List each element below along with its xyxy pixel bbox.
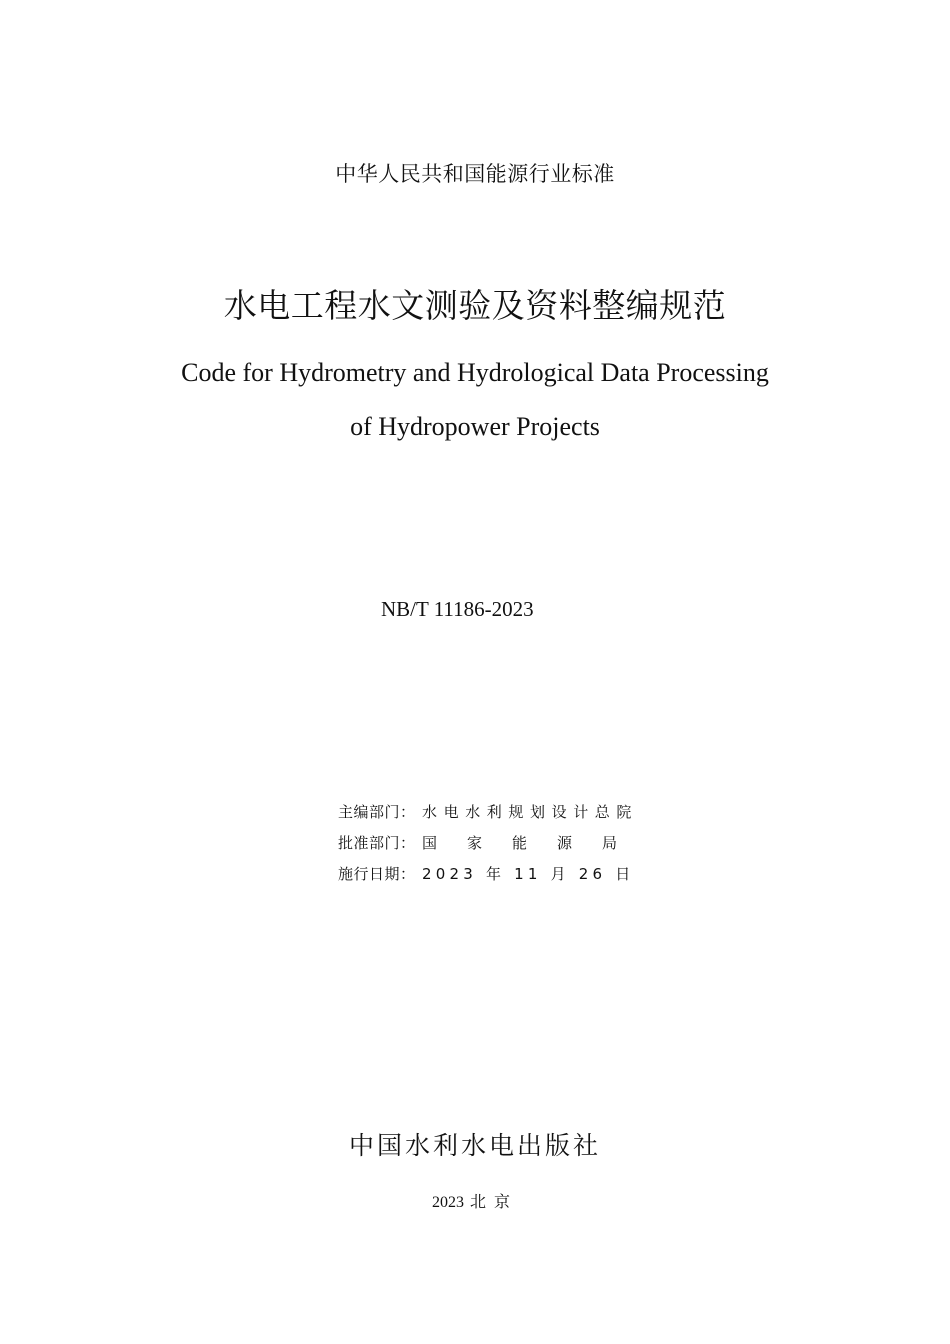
editor-value-text: 水电水利规划设计总院	[422, 803, 639, 821]
approver-char: 国	[422, 834, 438, 852]
effective-date-value: 2023 年 11 月 26 日	[422, 865, 635, 883]
issuance-info-block	[338, 797, 639, 890]
approver-char: 源	[556, 834, 572, 852]
industry-standard-header: 中华人民共和国能源行业标准	[335, 162, 615, 186]
approver-label: 批准部门：	[338, 834, 416, 852]
approver-value	[422, 828, 617, 859]
editor-row	[338, 797, 639, 828]
standard-code: NB/T 11186-2023	[381, 597, 534, 621]
chinese-title: 水电工程水文测验及资料整编规范	[223, 286, 727, 325]
approver-char: 能	[511, 834, 527, 852]
editor-value	[422, 797, 639, 828]
publication-city: 北京	[469, 1192, 518, 1211]
english-title-line-1: Code for Hydrometry and Hydrological Data Processing	[181, 358, 769, 387]
editor-label: 主编部门：	[338, 803, 416, 821]
approver-char: 局	[601, 834, 617, 852]
english-title-line-2: of Hydropower Projects	[350, 412, 600, 441]
effective-date-label: 施行日期：	[338, 865, 416, 883]
publication-place-year	[0, 1189, 950, 1212]
approver-char: 家	[466, 834, 482, 852]
approver-row	[338, 828, 634, 859]
publication-year: 2023	[431, 1194, 464, 1211]
effective-date-row	[338, 859, 634, 890]
publisher-name: 中国水利水电出版社	[348, 1131, 601, 1160]
